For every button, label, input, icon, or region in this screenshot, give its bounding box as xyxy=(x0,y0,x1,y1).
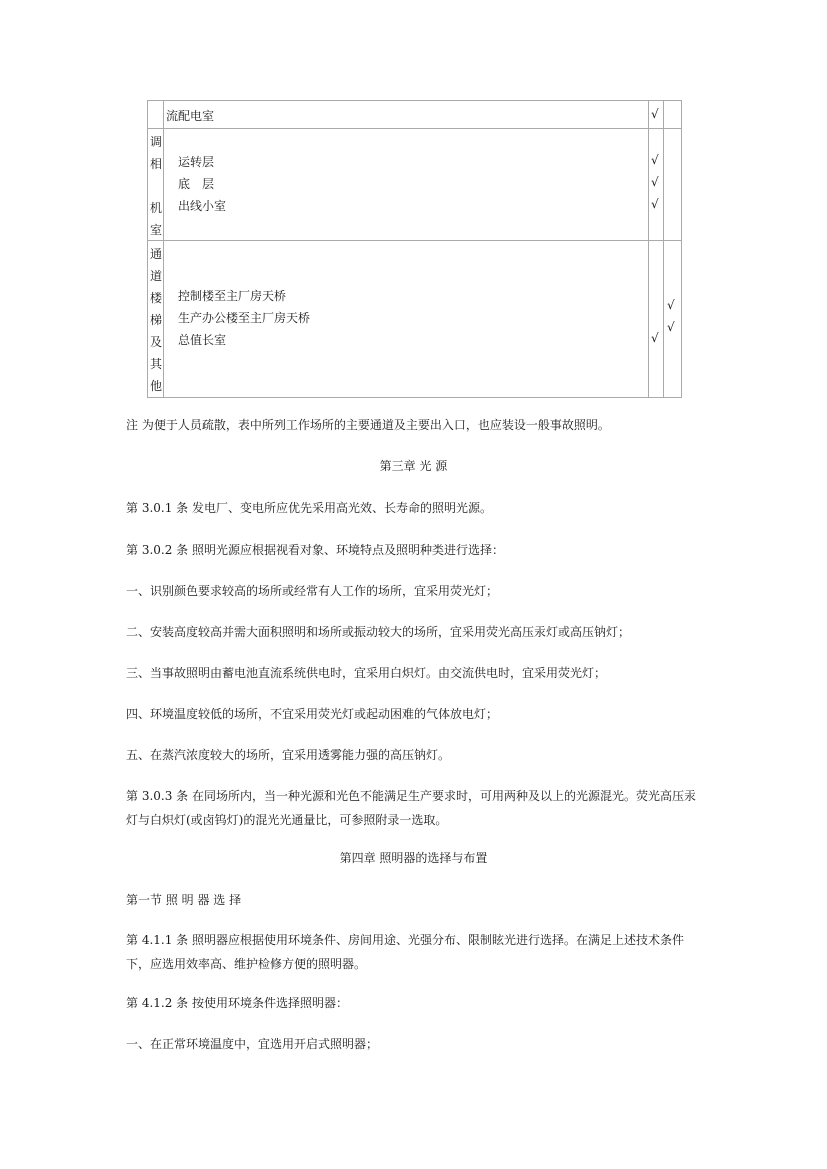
clause-text: 第 4.1.2 条 按使用环境条件选择照明器： xyxy=(126,996,348,1010)
group-label-vertical: 调 相 机 室 xyxy=(150,135,163,237)
group-label-vertical: 通 道 楼 梯 及 其 他 xyxy=(150,247,163,393)
table-cell-item: 控制楼至主厂房天桥 xyxy=(178,289,287,303)
list-item: 五、在蒸汽浓度较大的场所，宜采用透雾能力强的高压钠灯。 xyxy=(126,748,451,762)
section-heading: 第一节 照 明 器 选 择 xyxy=(126,893,242,907)
clause-text: 第 3.0.1 条 发电厂、变电所应优先采用高光效、长寿命的照明光源。 xyxy=(126,501,492,515)
table-cell-item: 运转层 xyxy=(178,155,215,169)
list-item: 一、在正常环境温度中，宜选用开启式照明器； xyxy=(126,1037,379,1051)
check-mark: √ xyxy=(651,197,659,211)
table-cell-item: 生产办公楼至主厂房天桥 xyxy=(178,311,311,325)
clause-text: 第 3.0.2 条 照明光源应根据视看对象、环境特点及照明种类进行选择： xyxy=(126,543,504,557)
chapter-heading: 第三章 光 源 xyxy=(379,459,448,473)
table-row xyxy=(148,241,681,397)
list-item: 二、安装高度较高并需大面积照明和场所或振动较大的场所，宜采用荧光高压汞灯或高压钠灯； xyxy=(126,625,631,639)
chapter-heading: 第四章 照明器的选择与布置 xyxy=(339,851,488,865)
check-mark: √ xyxy=(651,175,659,189)
table-row xyxy=(148,101,681,129)
list-item: 四、环境温度较低的场所，不宜采用荧光灯或起动困难的气体放电灯； xyxy=(126,707,499,721)
clause-text: 第 4.1.1 条 照明器应根据使用环境条件、房间用途、光强分布、限制眩光进行选择。在满足上述技术条件下，应选用效率高、维护检修方便的照明器。 xyxy=(126,933,684,971)
table-cell-item: 总值长室 xyxy=(178,333,227,347)
check-mark: √ xyxy=(651,153,659,167)
lighting-table xyxy=(147,100,682,398)
table-cell-item: 底 层 xyxy=(178,177,215,191)
table-note: 注 为便于人员疏散，表中所列工作场所的主要通道及主要出入口，也应装设一般事故照明。 xyxy=(126,418,610,432)
check-mark: √ xyxy=(651,331,659,345)
table-row xyxy=(148,129,681,241)
table-cell-item: 出线小室 xyxy=(178,199,227,213)
check-mark: √ xyxy=(667,320,675,334)
list-item: 三、当事故照明由蓄电池直流系统供电时，宜采用白炽灯。由交流供电时，宜采用荧光灯； xyxy=(126,666,607,680)
table-cell-item: 流配电室 xyxy=(166,109,215,123)
check-mark: √ xyxy=(651,107,659,121)
check-mark: √ xyxy=(667,298,675,312)
clause-text: 第 3.0.3 条 在同场所内，当一种光源和光色不能满足生产要求时，可用两种及以上的光源混光。荧光高压汞灯与白炽灯(或卤钨灯)的混光光通量比，可参照附录一选取。 xyxy=(126,789,696,827)
list-item: 一、识别颜色要求较高的场所或经常有人工作的场所，宜采用荧光灯； xyxy=(126,584,499,598)
